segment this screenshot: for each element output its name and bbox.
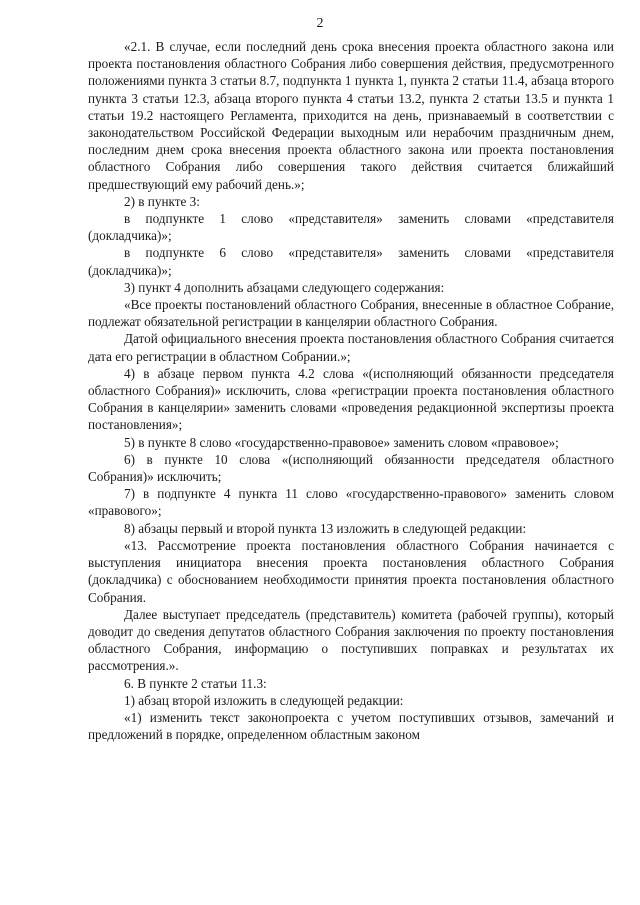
- paragraph: в подпункте 1 слово «представителя» заменить словами «представителя (докладчика)»;: [88, 211, 614, 244]
- paragraph: «1) изменить текст законопроекта с учетом поступивших отзывов, замечаний и предложений в порядке, определенном областным законом: [88, 709, 614, 743]
- paragraph: 2) в пункте 3:: [124, 193, 200, 209]
- document-body: [88, 38, 614, 743]
- paragraph: «13. Рассмотрение проекта постановления областного Собрания начинается с выступления инициатора внесения проекта постановления областного Собрания (докладчика) с обоснованием необходимости принятия проекта постановления областного Собрания.: [88, 537, 614, 605]
- paragraph: 1) абзац второй изложить в следующей редакции:: [124, 692, 404, 708]
- paragraph: Далее выступает председатель (представитель) комитета (рабочей группы), который доводит до сведения депутатов областного Собрания заключения по проекту постановления областного Собрания, информацию о поступивших поправках и результатах их рассмотрения.».: [88, 606, 614, 674]
- paragraph: 6) в пункте 10 слова «(исполняющий обязанности председателя областного Собрания)» исключить;: [88, 451, 614, 485]
- paragraph: 8) абзацы первый и второй пункта 13 изложить в следующей редакции:: [124, 520, 527, 536]
- paragraph: Датой официального внесения проекта постановления областного Собрания считается дата его регистрации в областном Собрании.»;: [88, 331, 614, 364]
- paragraph: 6. В пункте 2 статьи 11.3:: [124, 675, 267, 691]
- paragraph: 3) пункт 4 дополнить абзацами следующего содержания:: [124, 279, 445, 295]
- paragraph: 7) в подпункте 4 пункта 11 слово «государственно-правового» заменить словом «правового»;: [88, 486, 614, 519]
- page-number: 2: [316, 16, 324, 31]
- paragraph: «2.1. В случае, если последний день срока внесения проекта областного закона или проекта постановления областного Собрания либо совершения действия, предусмотренного положениями пункта 3 статьи 8.7, подпункта 1 пункта 1, пункта 2 статьи 11.4, абзаца второго пункта 3 статьи 12.3, абзаца второго пункта 4 статьи 13.2, пункта 2 статьи 13.5 и пункта 1 статьи 19.2 настоящего Регламента, приходится на день, признаваемый в соответствии с законодательством Российской Федерации выходным или нерабочим праздничным днем, последним днем срока внесения проекта областного закона или проекта постановления областного Собрания либо совершения такого действия считается ближайший предшествующий ему рабочий день.»;: [88, 39, 614, 192]
- paragraph: «Все проекты постановлений областного Собрания, внесенные в областное Собрание, подлежат обязательной регистрации в канцелярии областного Собрания.: [88, 297, 614, 330]
- paragraph: 5) в пункте 8 слово «государственно-правовое» заменить словом «правовое»;: [124, 434, 559, 450]
- paragraph: 4) в абзаце первом пункта 4.2 слова «(исполняющий обязанности председателя областного Собрания)» исключить, слова «регистрации проекта постановления областного Собрания в канцелярии» заменить словами «проведения редакционной экспертизы проекта постановления»;: [88, 365, 614, 433]
- paragraph: в подпункте 6 слово «представителя» заменить словами «представителя (докладчика)»;: [88, 245, 614, 278]
